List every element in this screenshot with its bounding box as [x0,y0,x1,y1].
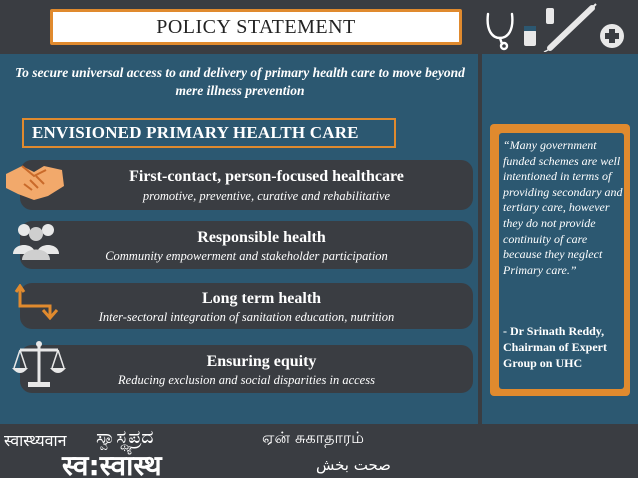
section-heading: ENVISIONED PRIMARY HEALTH CARE [22,118,396,148]
item-title: Responsible health [197,229,326,246]
footer-script-sanskrit: स्व:स्वास्थ [62,449,162,478]
footer-script-tamil: ஏன் சுகாதாரம் [262,428,365,447]
footer-script-urdu: صحت بخش [316,456,391,474]
item-subtitle: promotive, preventive, curative and rehabilitative [142,189,391,203]
scales-icon [12,340,66,390]
footer-script-kannada: ಸ್ವಾಸ್ಥ್ಯಪ್ರದ [96,426,154,448]
plus-circle-icon [600,24,624,48]
pill-bottle-icon [524,8,554,46]
quote-author: - Dr Srinath Reddy, Chairman of Expert Group on UHC [503,324,607,370]
footer-script-hindi: स्वास्थ्यवान [4,431,67,450]
item-title: Long term health [201,290,322,307]
stethoscope-icon [488,14,513,49]
item-subtitle: Reducing exclusion and social disparities in access [118,373,375,387]
people-group-icon [10,220,62,260]
item-title: First-contact, person-focused healthcare [129,168,404,185]
page-title: POLICY STATEMENT [50,9,462,45]
intro-statement: To secure universal access to and delivery of primary health care to move beyond mere illness prevention [15,65,465,98]
medical-icons [480,2,630,52]
quote-text: “Many government funded schemes are well intentioned in terms of providing secondary and tertiary care, however they do not provide continuity of care because they neglect Primary care.” [503,138,623,277]
item-subtitle: Inter-sectoral integration of sanitation education, nutrition [98,310,395,324]
handshake-icon [4,160,66,202]
item-long-term-health [20,283,473,329]
item-ensuring-equity [20,345,473,393]
item-responsible-health [20,221,473,269]
item-first-contact [20,160,473,210]
arrow-path-icon [14,284,62,320]
item-subtitle: Community empowerment and stakeholder participation [105,249,388,263]
item-title: Ensuring equity [206,353,317,370]
